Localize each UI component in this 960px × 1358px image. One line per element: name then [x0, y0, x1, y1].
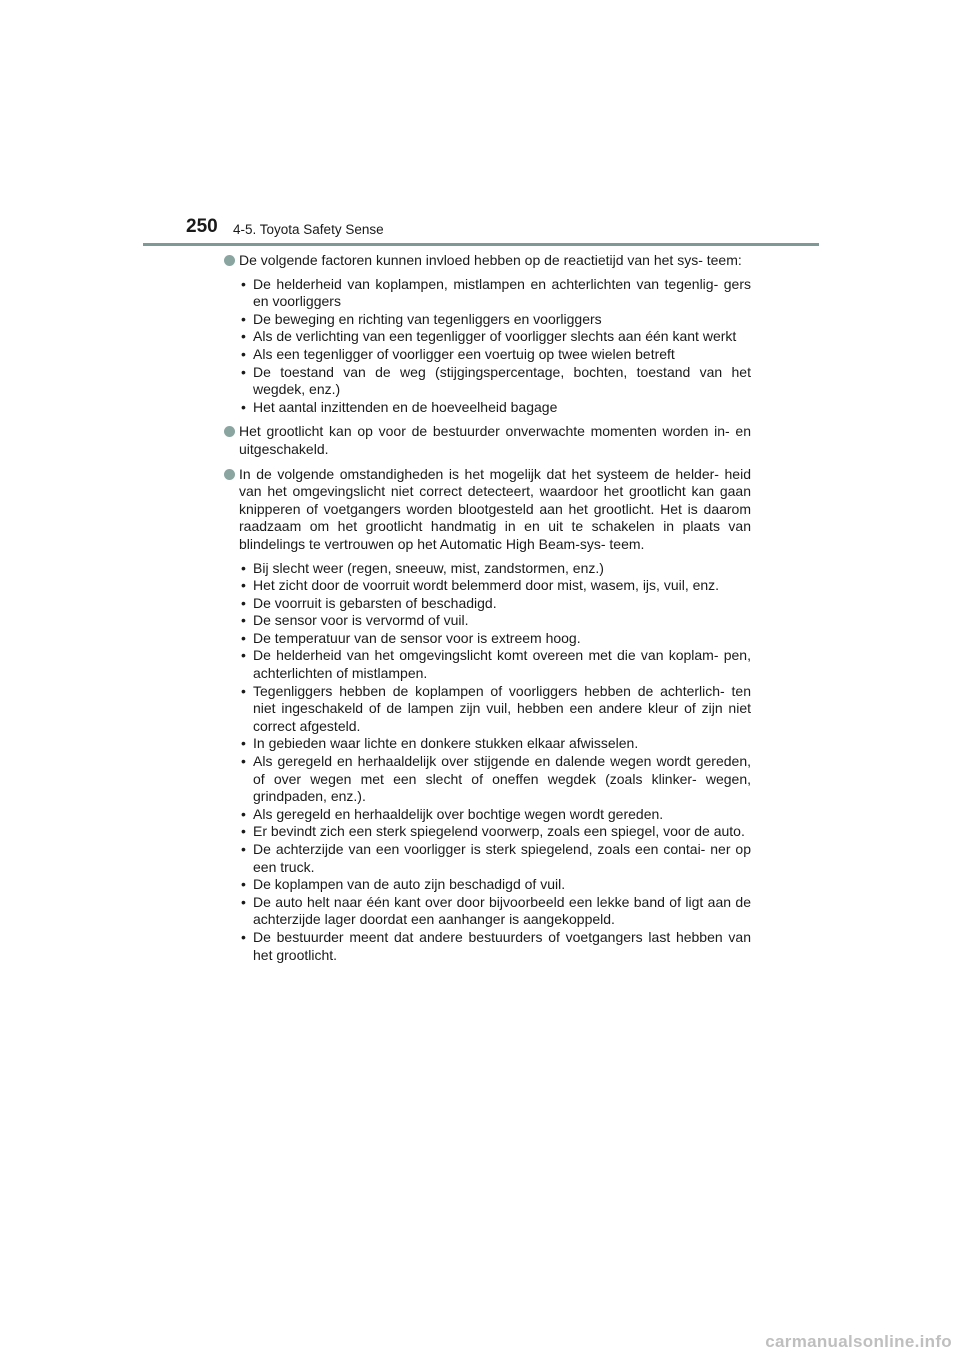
list-item: • De helderheid van koplampen, mistlampen en achterlichten van tegenlig- gers en voorliggers	[241, 275, 751, 310]
list-item: • Als geregeld en herhaaldelijk over stijgende en dalende wegen wordt gereden, of over wegen met een slecht of oneffen wegdek (zoals klinker- wegen, grindpaden, enz.).	[241, 753, 751, 805]
list-item: • Tegenliggers hebben de koplampen of voorliggers hebben de achterlich- ten niet ingeschakeld of de lampen zijn vuil, hebben een andere kleur of zijn niet correct afgesteld.	[241, 682, 751, 734]
list-item: • De auto helt naar één kant over door bijvoorbeeld een lekke band of ligt aan de achterzijde lager doordat een aanhanger is aangekoppeld.	[241, 893, 751, 928]
list-item: • De koplampen van de auto zijn beschadigd of vuil.	[241, 876, 566, 893]
sub-list	[235, 560, 751, 965]
bullet-point	[224, 466, 751, 965]
list-item: • Als een tegenligger of voorligger een voertuig op twee wielen betreft	[241, 345, 675, 362]
list-item: • De beweging en richting van tegenliggers en voorliggers	[241, 310, 602, 327]
section-title: 4-5. Toyota Safety Sense	[233, 222, 384, 237]
header-rule	[143, 243, 819, 246]
list-item: • De bestuurder meent dat andere bestuurders of voetgangers last hebben van het grootlicht.	[241, 928, 751, 963]
bullet-dot-icon	[224, 426, 235, 437]
bullet-point	[224, 423, 751, 458]
bullet-dot-icon	[224, 469, 235, 480]
bullet-point	[224, 252, 751, 416]
bullet-text: Het grootlicht kan op voor de bestuurder onverwachte momenten worden in- en uitgeschakeld.	[239, 423, 751, 457]
list-item: • De helderheid van het omgevingslicht komt overeen met die van koplam- pen, achterlichten of mistlampen.	[241, 647, 751, 682]
list-item: • Als geregeld en herhaaldelijk over bochtige wegen wordt gereden.	[241, 805, 664, 822]
list-item: • Bij slecht weer (regen, sneeuw, mist, zandstormen, enz.)	[241, 559, 604, 576]
list-item: • De toestand van de weg (stijgingspercentage, bochten, toestand van het wegdek, enz.)	[241, 363, 751, 398]
list-item: • In gebieden waar lichte en donkere stukken elkaar afwisselen.	[241, 735, 639, 752]
bullet-text: De volgende factoren kunnen invloed hebben op de reactietijd van het sys- teem:	[239, 252, 742, 268]
list-item: • Als de verlichting van een tegenligger of voorligger slechts aan één kant werkt	[241, 328, 737, 345]
sub-list	[235, 276, 751, 417]
list-item: • De achterzijde van een voorligger is sterk spiegelend, zoals een contai- ner op een truck.	[241, 841, 751, 875]
bullet-text: In de volgende omstandigheden is het mogelijk dat het systeem de helder- heid van het omgevingslicht niet correct detecteert, waardoor het grootlicht kan gaan knipperen of voetgangers worden blootgesteld aan het grootlicht. Het is daarom raadzaam om het grootlicht handmatig in en uit te schakelen in plaats van blindelings te vertrouwen op het Automatic High Beam-sys- teem.	[239, 465, 751, 552]
list-item: • Het aantal inzittenden en de hoeveelheid bagage	[241, 398, 558, 415]
bullet-dot-icon	[224, 255, 235, 266]
list-item: • Het zicht door de voorruit wordt belemmerd door mist, wasem, ijs, vuil, enz.	[241, 577, 720, 594]
watermark-link[interactable]: carmanualsonline.info	[765, 1332, 952, 1351]
list-item: • De temperatuur van de sensor voor is extreem hoog.	[241, 629, 581, 646]
page-number: 250	[186, 216, 218, 237]
page-content	[224, 252, 751, 971]
list-item: • De voorruit is gebarsten of beschadigd.	[241, 594, 497, 611]
list-item: • Er bevindt zich een sterk spiegelend voorwerp, zoals een spiegel, voor de auto.	[241, 823, 745, 840]
list-item: • De sensor voor is vervormd of vuil.	[241, 612, 469, 629]
